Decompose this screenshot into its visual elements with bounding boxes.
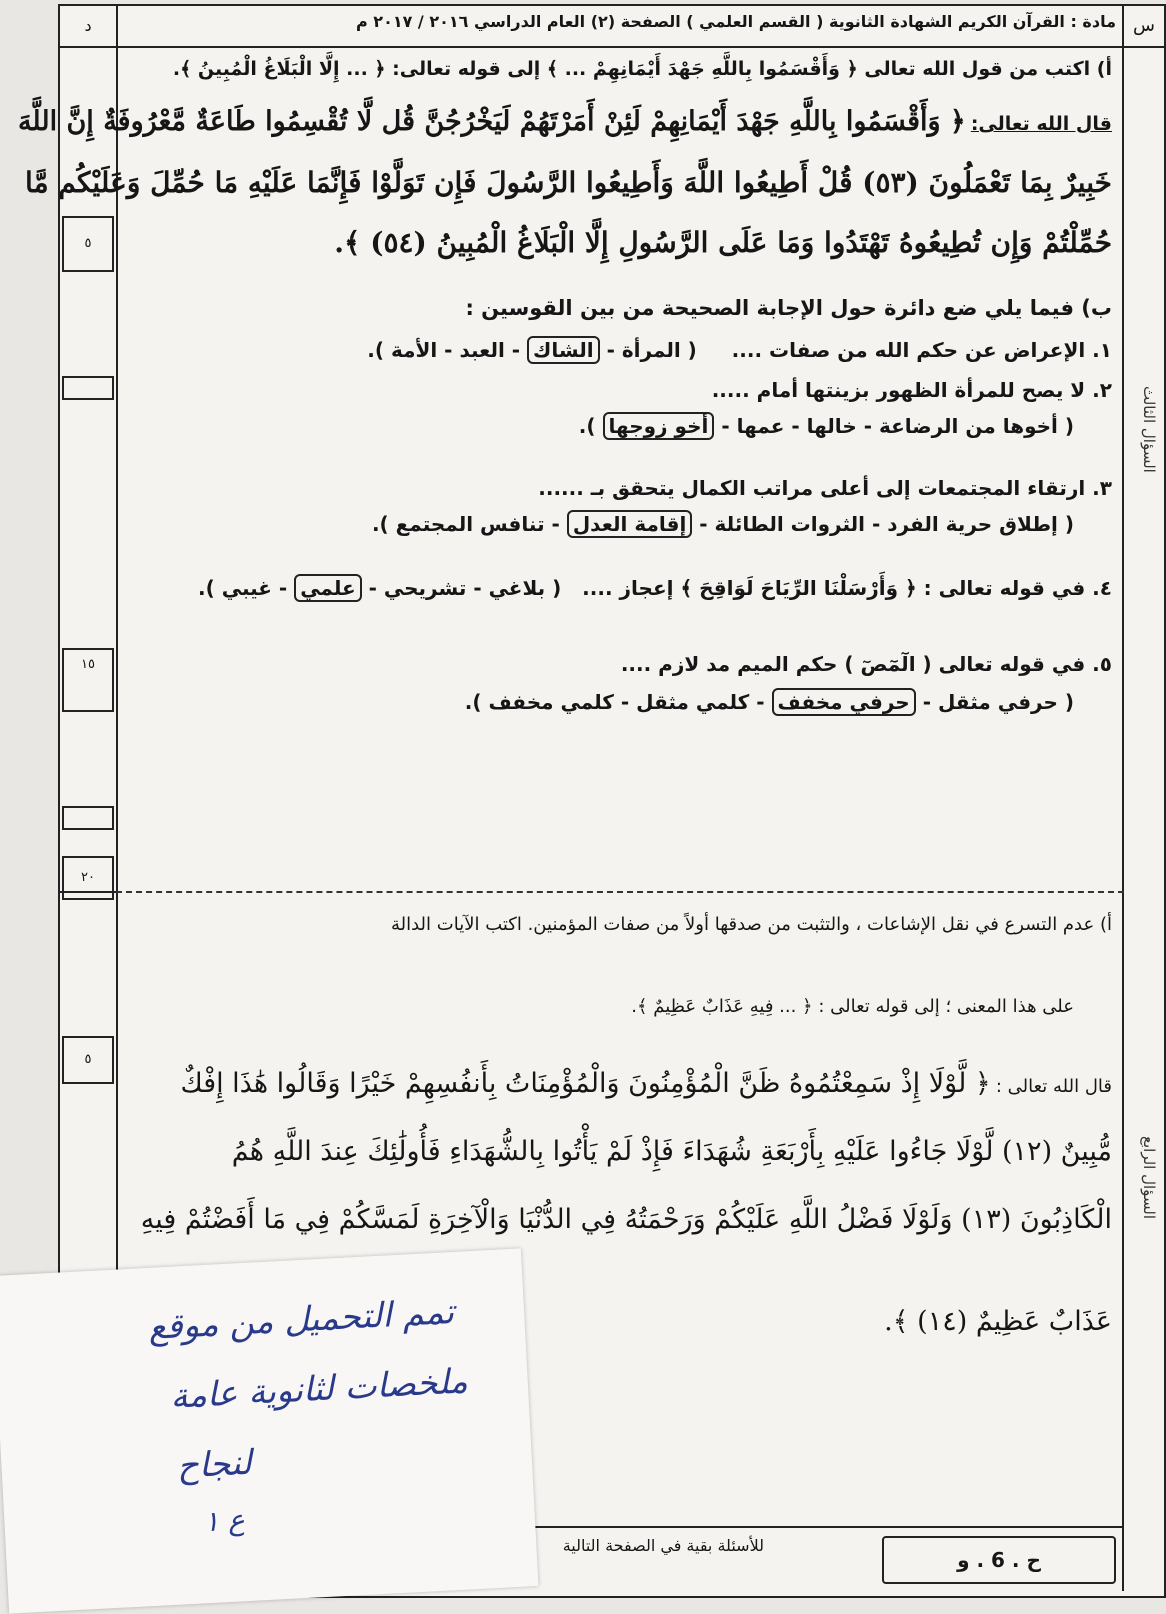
q4-verse-line: الْكَاذِبُونَ (١٣) وَلَوْلَا فَضْلُ اللَّهِ عَلَيْكُمْ وَرَحْمَتُهُ فِي الدُّنْيَا وَالْآخِرَةِ لَمَسَّكُمْ فِي مَا أَفَضْتُمْ فِيهِ <box>140 1204 1112 1235</box>
exam-code: ح . 6 . و <box>882 1536 1116 1584</box>
question-divider <box>116 891 1124 893</box>
verse-intro: قال الله تعالى: <box>970 113 1112 135</box>
handwritten-line: تمم التحميل من موقع <box>147 1291 456 1348</box>
q4-verse-line <box>126 1068 1112 1099</box>
q4-prompt: أ) عدم التسرع في نقل الإشاعات ، والتثبت من صدقها أولاً من صفات المؤمنين. اكتب الآيات الدالة <box>390 914 1112 935</box>
item-number: ١. <box>1092 338 1112 362</box>
verse-text: ﴿ لَّوْلَا إِذْ سَمِعْتُمُوهُ ظَنَّ الْمُؤْمِنُونَ وَالْمُؤْمِنَاتُ بِأَنفُسِهِمْ خَيْرًا وَقَالُوا هَٰذَا إِفْكٌ <box>180 1068 991 1099</box>
q3-part-a-prompt: أ) اكتب من قول الله تعالى ﴿ وَأَقْسَمُوا بِاللَّهِ جَهْدَ أَيْمَانِهِمْ ... ﴾ إلى قوله تعالى: ﴿ ... إِلَّا الْبَلَاغُ الْمُبِينُ ﴾. <box>172 58 1112 80</box>
item-question: لا يصح للمرأة الظهور بزينتها أمام ..... <box>711 378 1086 402</box>
handwritten-note <box>0 1248 538 1613</box>
circled-answer: إقامة العدل <box>567 510 693 538</box>
handwritten-line: لنجاح <box>175 1442 253 1487</box>
item-options-close: - العبد - الأمة ). <box>367 338 521 362</box>
item-options-open: ( بلاغي - تشريحي - <box>368 576 562 600</box>
item-number: ٥. <box>1092 652 1112 676</box>
item-number: ٣. <box>1092 476 1112 500</box>
q4-verse-line: مُّبِينٌ (١٢) لَّوْلَا جَاءُوا عَلَيْهِ بِأَرْبَعَةِ شُهَدَاءَ فَإِذْ لَمْ يَأْتُوا بِالشُّهَدَاءِ فَأُولَٰئِكَ عِندَ اللَّهِ هُمُ <box>231 1136 1112 1167</box>
mcq-item <box>126 338 1112 362</box>
handwritten-line: ملخصات لثانوية عامة <box>169 1361 469 1417</box>
item-question: ارتقاء المجتمعات إلى أعلى مراتب الكمال يتحقق بـ ...... <box>538 476 1086 500</box>
q3-verse-line: حُمِّلْتُمْ وَإِن تُطِيعُوهُ تَهْتَدُوا وَمَا عَلَى الرَّسُولِ إِلَّا الْبَلَاغُ الْمُبِينُ (٥٤) ﴾. <box>334 226 1112 259</box>
q3-part-b-prompt: ب) فيما يلي ضع دائرة حول الإجابة الصحيحة من بين القوسين : <box>465 296 1112 320</box>
circled-answer: الشاك <box>527 336 600 364</box>
question-column-header: س <box>1122 6 1164 46</box>
mark-box-empty <box>62 376 114 400</box>
circled-answer: علمي <box>294 574 361 602</box>
mcq-item-options <box>126 414 1074 438</box>
verse-text: ﴿ وَأَقْسَمُوا بِاللَّهِ جَهْدَ أَيْمَانِهِمْ لَئِنْ أَمَرْتَهُمْ لَيَخْرُجُنَّ قُل لَّا تُقْسِمُوا طَاعَةٌ مَّعْرُوفَةٌ إِنَّ اللَّهَ <box>17 106 966 137</box>
mark-box: ٥ <box>62 216 114 272</box>
item-options-close: - كلمي مثقل - كلمي مخفف ). <box>464 690 765 714</box>
page-footer <box>520 1526 1124 1588</box>
item-number: ٤. <box>1092 576 1112 600</box>
mark-box-empty <box>62 806 114 830</box>
handwritten-line: ع ١ <box>203 1503 246 1539</box>
mark-box: ١٥ <box>62 648 114 712</box>
q4-verse-line: عَذَابٌ عَظِيمٌ (١٤) ﴾. <box>884 1306 1112 1337</box>
verse-intro: قال الله تعالى : <box>995 1076 1112 1097</box>
item-question: في قوله تعالى ( الٓمٓصٓ ) حكم الميم مد لازم .... <box>620 652 1086 676</box>
item-options-close: ). <box>578 414 596 438</box>
item-options-close: - تنافس المجتمع ). <box>371 512 560 536</box>
mark-box: ٥ <box>62 1036 114 1084</box>
q3-verse-line <box>17 106 1112 137</box>
question-number-column <box>1122 46 1164 1591</box>
circled-answer: أخو زوجها <box>603 412 715 440</box>
item-question: الإعراض عن حكم الله من صفات .... <box>731 338 1086 362</box>
exam-title: مادة : القرآن الكريم الشهادة الثانوية ( القسم العلمي ) الصفحة (٢) العام الدراسي ٢٠١٦ / ٢٠١٧ م <box>356 12 1116 31</box>
item-options-open: ( المرأة - <box>606 338 697 362</box>
mcq-item-question <box>126 378 1112 402</box>
q4-prompt: على هذا المعنى ؛ إلى قوله تعالى : ﴿ ... فِيهِ عَذَابٌ عَظِيمٌ ﴾. <box>631 996 1074 1017</box>
item-question: في قوله تعالى : ﴿ وَأَرْسَلْنَا الرِّيَاحَ لَوَاقِحَ ﴾ إعجاز .... <box>582 576 1086 600</box>
marks-column <box>60 46 118 1326</box>
mcq-item <box>126 576 1112 600</box>
item-options-open: ( حرفي مثقل - <box>922 690 1074 714</box>
mcq-item-question <box>126 652 1112 676</box>
page-header <box>60 6 1164 48</box>
side-label-q3: السؤال الثالث <box>1140 386 1158 473</box>
continue-note: للأسئلة بقية في الصفحة التالية <box>562 1536 764 1555</box>
divider <box>60 891 116 893</box>
item-options-open: ( أخوها من الرضاعة - خالها - عمها - <box>721 414 1074 438</box>
item-number: ٢. <box>1092 378 1112 402</box>
circled-answer: حرفي مخفف <box>772 688 916 716</box>
item-options-close: - غيبي ). <box>198 576 288 600</box>
mark-box: ٢٠ <box>62 856 114 900</box>
mcq-item-question <box>126 476 1112 500</box>
side-label-q4: السؤال الرابع <box>1140 1136 1158 1220</box>
item-options-open: ( إطلاق حرية الفرد - الثروات الطائلة - <box>699 512 1074 536</box>
mcq-item-options <box>126 512 1074 536</box>
mcq-item-options <box>126 690 1074 714</box>
q3-verse-line: خَبِيرٌ بِمَا تَعْمَلُونَ (٥٣) قُلْ أَطِيعُوا اللَّهَ وَأَطِيعُوا الرَّسُولَ فَإِن تَوَلَّوْا فَإِنَّمَا عَلَيْهِ مَا حُمِّلَ وَعَلَيْكُم مَّا <box>25 166 1112 199</box>
marks-column-header: د <box>60 6 118 46</box>
